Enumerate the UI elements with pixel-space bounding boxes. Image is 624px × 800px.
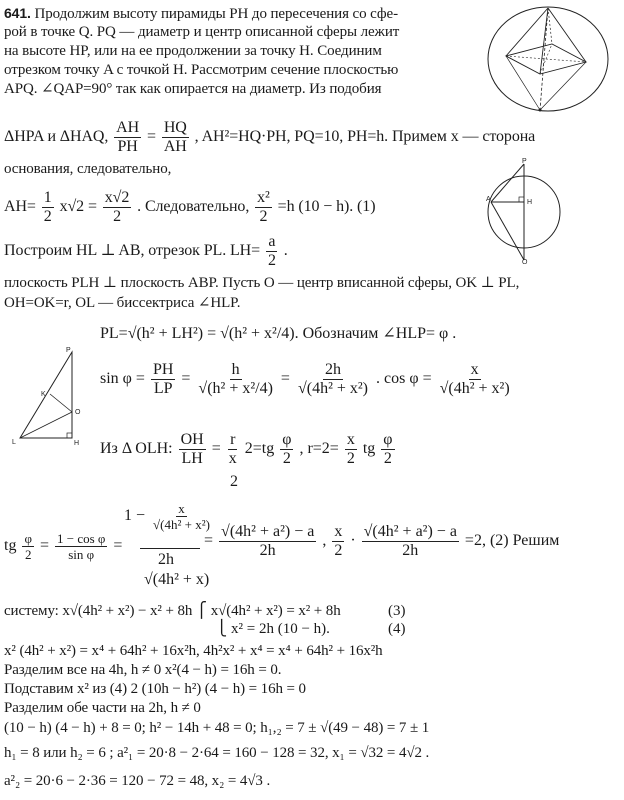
segment-ok [50,394,72,412]
line-21: (10 − h) (4 − h) + 8 = 0; h² − 14h + 48 = 0; h₁,₂ = 7 ± √(49 − 48) = 7 ± 1 [4,720,430,736]
line-tg-rest: = $\frac{\text{√(4h² + a²) − a}}{2h}$ , $\frac{x}{2}$ · $\frac{\text{√(4h² + a²) − a}}{2h}$ =2, (2) Решим [204,523,560,559]
fraction-ah-ph: $\frac{AH}{PH}$ [116,119,140,155]
circle-section-figure [486,156,564,264]
problem-number: 641. [4,5,31,21]
fraction-oh-lh: $\frac{OH}{LH}$ [180,431,204,467]
line-19: Подставим x² из (4) 2 (10h − h²) (4 − h) = 16h = 0 [4,681,306,697]
label-h: H [74,440,80,447]
paragraph-line-1: 641. Продолжим высоту пирамиды PH до пересечения со сфе- [4,5,398,22]
line-tg: tg $\frac{\varphi}{2}$ = $\frac{\text{1 − cos φ}}{\text{sin φ}}$ = [4,531,123,562]
line-17: x² (4h² + x²) = x⁴ + 64h² + 16x²h, 4h²x² + x⁴ = x⁴ + 64h² + 16x²h [4,643,383,659]
fraction-h-root: $\frac{h}{\text{√(h² + x²/4)}}$ [198,361,273,397]
fraction-a-2: $\frac{a}{2}$ [267,233,276,269]
label-p: P [522,158,527,165]
label-h: H [527,199,533,206]
paragraph-line-3: на высоте HP, или на ее продолжении за точку H. Соединим [4,43,382,59]
fraction-hq-ah: $\frac{HQ}{AH}$ [163,119,187,155]
label-q: Q [522,259,528,264]
line-sin: sin φ = $\frac{PH}{LP}$ = $\frac{h}{\text{√(h² + x²/4)}}$ = $\frac{2h}{\text{√(4h² + x²)}}$ . cos φ = $\frac{x}{\text{√(4h² + x²)}}$ [100,361,510,397]
fraction-x2-2: $\frac{\text{x²}}{2}$ [257,189,270,225]
line-oh-ok: OH=OK=r, OL — биссектриса ∠HLP. [4,295,241,311]
fraction-tg-phi-2: $\frac{\varphi}{2}$ [24,531,32,562]
fraction-phi-2b: $\frac{\varphi}{2}$ [383,431,393,467]
fraction-one-minus-cos: $\frac{\text{1 − cos φ}}{\text{sin φ}}$ [57,531,106,562]
compound-denominator: √(4h² + x) [144,571,210,588]
fraction-one-half: $\frac{1}{2}$ [43,189,52,225]
line-20: Разделим обе части на 2h, h ≠ 0 [4,700,201,716]
line-system-2: ⎩ x² = 2h (10 − h). [216,621,330,637]
fraction-2h-root: $\frac{2h}{\text{√(4h² + x²)}}$ [297,361,369,397]
fraction-x-root2: $\frac{x√2}{2}$ [104,189,130,225]
paragraph-line-5: APQ. ∠QAP=90° так как опирается на диаметр. Из подобия [4,81,382,97]
label-o: O [75,409,81,416]
triangle-section-figure [10,346,92,448]
line-18: Разделим все на 4h, h ≠ 0 x²(4 − h) = 16h = 0. [4,662,282,678]
equation-number-4: (4) [388,621,406,637]
label-p: P [66,347,71,354]
fraction-ph-lp: $\frac{PH}{LP}$ [152,361,174,397]
line-similarity: ΔHPA и ΔHAQ, $\frac{AH}{PH}$ = $\frac{HQ}{AH}$ , AH²=HQ·PH, PQ=10, PH=h. Примем x — сторона [4,119,536,155]
line-pl: PL=√(h² + LH²) = √(h² + x²/4). Обозначим ∠HLP= φ . [100,325,457,342]
fraction-x-2c: $\frac{x}{2}$ [334,523,343,559]
compound-numerator: 1 − $\frac{x}{\text{√(4h² + x²)}}$ [124,501,210,532]
sphere-outline [488,7,608,111]
fraction-r-x: $\frac{r}{x}$ [228,431,237,467]
fraction-phi-2: $\frac{\varphi}{2}$ [282,431,292,467]
line-23: a²₂ = 20·6 − 2·36 = 120 − 72 = 48, x₂ = 4√3 . [4,773,271,789]
line-hl: Построим HL ⊥ AB, отрезок PL. LH= $\frac{a}{2}$ . [4,233,288,269]
equation-number-3: (3) [388,603,406,619]
label-a: A [486,196,491,203]
fraction-x-root: $\frac{x}{\text{√(4h² + x²)}}$ [439,361,510,397]
line-olh: Из Δ OLH: $\frac{OH}{LH}$ = $\frac{r}{x}$ 2=tg $\frac{\varphi}{2}$ , r=2= $\frac{x}{2}$ tg $\frac{\varphi}{2}$ [100,431,393,467]
line-base: основания, следовательно, [4,161,172,177]
line-22: h₁ = 8 или h₂ = 6 ; a²₁ = 20·8 − 2·64 = 160 − 128 = 32, x₁ = √32 = 4√2 . [4,745,430,761]
fraction-root-minus-a: $\frac{\text{√(4h² + a²) − a}}{2h}$ [221,523,315,559]
fraction-x-2: $\frac{x}{2}$ [346,431,355,467]
label-k: K [41,391,46,398]
compound-mid-bar [140,548,200,549]
fraction-x-over-root: $\frac{x}{\text{√(4h² + x²)}}$ [153,501,210,532]
label-l: L [12,439,16,446]
paragraph-line-4: отрезком точку A с точкой H. Рассмотрим сечение плоскостью [4,62,399,78]
line-ah: AH= $\frac{1}{2}$ x√2 = $\frac{x√2}{2}$ . Следовательно, $\frac{\text{x²}}{2}$ =h (10 − h). (1) [4,189,376,225]
compound-mid: 2h [158,551,174,568]
sphere-pyramid-figure [478,4,618,114]
line-plane: плоскость PLH ⊥ плоскость ABP. Пусть O — центр вписанной сферы, OK ⊥ PL, [4,275,520,291]
line-system: систему: x√(4h² + x²) − x² + 8h ⎧ x√(4h² + x²) = x² + 8h [4,603,341,619]
paragraph-line-2: рой в точке Q. PQ — диаметр и центр описанной сферы лежит [4,24,400,40]
fraction-root-minus-a-2: $\frac{\text{√(4h² + a²) − a}}{2h}$ [363,523,457,559]
under-two: 2 [230,473,238,490]
